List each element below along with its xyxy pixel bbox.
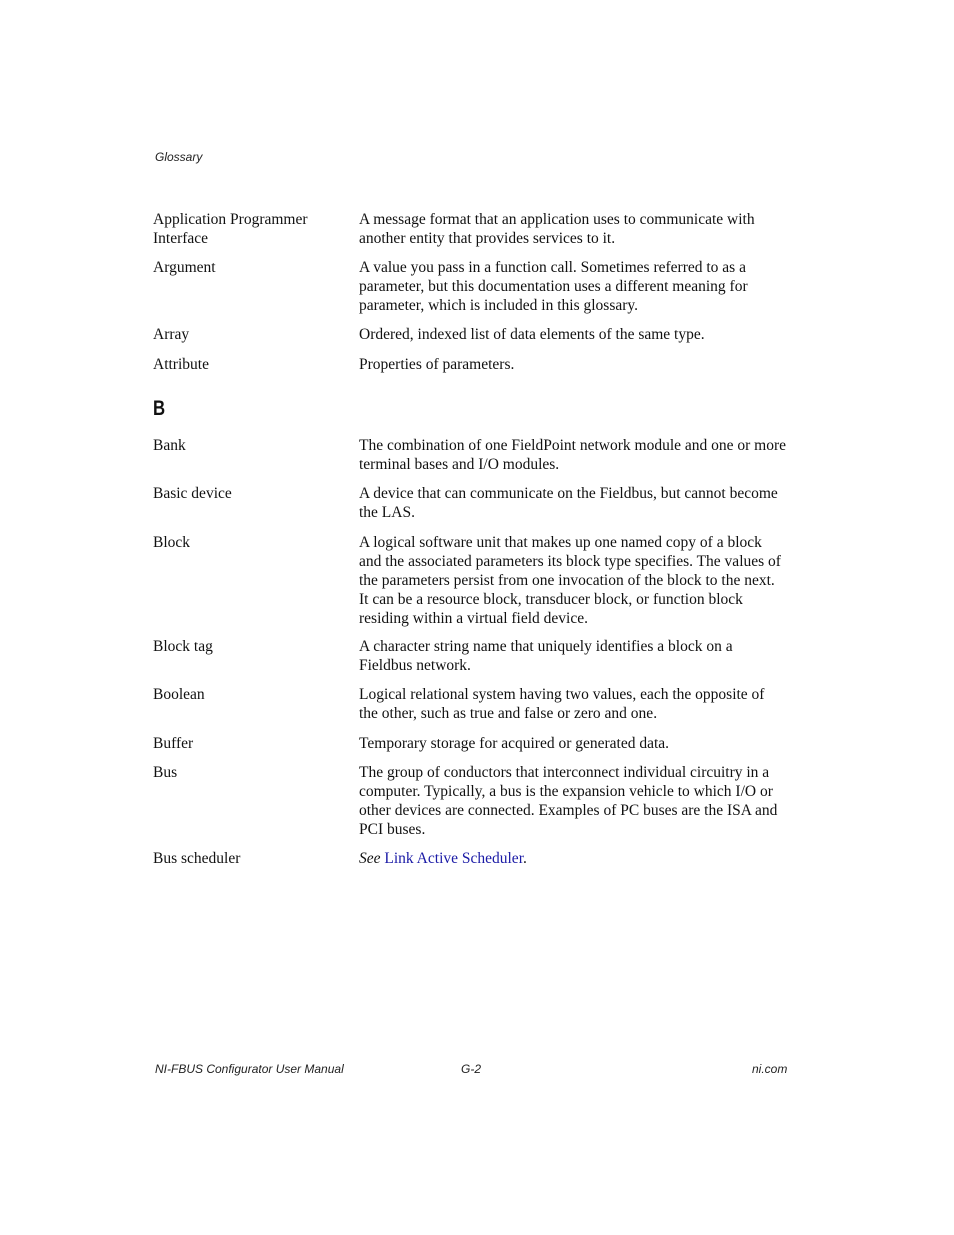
glossary-term: Basic device: [153, 485, 232, 502]
page-number: G-2: [461, 1062, 482, 1076]
glossary-definition: Temporary storage for acquired or generated data.: [359, 735, 670, 752]
glossary-term: Argument: [153, 259, 216, 276]
glossary-term: Application Programmer Interface: [153, 211, 308, 247]
see-suffix: .: [523, 850, 527, 867]
glossary-term: Boolean: [153, 686, 205, 703]
glossary-definition: A logical software unit that makes up one named copy of a block and the associated parameters its block type specifies. The values of the parameters persist from one invocation of the block to the next. It can be a resource block, transducer block, or function block residing within a virtual field device.: [359, 534, 781, 627]
see-prefix: See: [359, 850, 381, 867]
glossary-term: Block: [153, 534, 191, 551]
glossary-term: Bus scheduler: [153, 850, 241, 867]
glossary-definition: [359, 849, 787, 868]
glossary-term: Attribute: [153, 356, 209, 373]
website-label: ni.com: [752, 1062, 788, 1076]
glossary-definition: Logical relational system having two values, each the opposite of the other, such as true and false or zero and one.: [359, 686, 765, 722]
section-label: Glossary: [155, 150, 203, 164]
glossary-term: Bank: [153, 437, 186, 454]
glossary-definition: The group of conductors that interconnect individual circuitry in a computer. Typically, a bus is the expansion vehicle to which I/O or other devices are connected. Examples of PC buses are the ISA and PCI buses.: [359, 764, 778, 838]
glossary-term: Block tag: [153, 638, 213, 655]
glossary-term: Bus: [153, 764, 178, 781]
glossary-definition: Ordered, indexed list of data elements of the same type.: [359, 326, 705, 343]
glossary-definition: A character string name that uniquely identifies a block on a Fieldbus network.: [359, 638, 733, 674]
manual-title: NI-FBUS Configurator User Manual: [155, 1062, 344, 1076]
section-heading-b: B: [153, 397, 166, 420]
cross-reference-link[interactable]: Link Active Scheduler: [384, 850, 523, 867]
glossary-definition: The combination of one FieldPoint network module and one or more terminal bases and I/O modules.: [359, 437, 787, 473]
glossary-definition: A message format that an application uses to communicate with another entity that provides services to it.: [359, 211, 755, 247]
glossary-definition: A value you pass in a function call. Sometimes referred to as a parameter, but this documentation uses a different meaning for parameter, which is included in this glossary.: [359, 259, 748, 314]
glossary-definition: Properties of parameters.: [359, 356, 515, 373]
glossary-term: Array: [153, 326, 190, 343]
glossary-definition: A device that can communicate on the Fieldbus, but cannot become the LAS.: [359, 485, 778, 521]
glossary-term: Buffer: [153, 735, 194, 752]
